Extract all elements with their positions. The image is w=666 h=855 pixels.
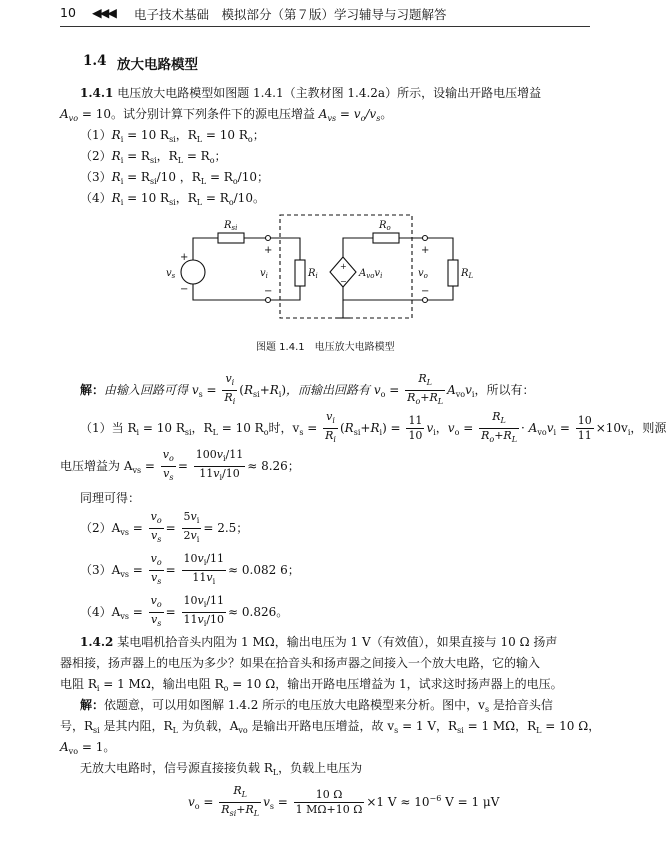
solution-case-1: （1）当 $R_i = 10$ $R_{si}$，$R_L = 10$ $R_o$时，$v_s$ = $\frac{v_i}{R_i}$ $(R_{si}+R_i)$ = $\frac{11}{10}$ $v_i$，$v_o$ = $\frac{R_L}{R_o+R_L}$ · $A_{vo}v_i$ = $\frac{10}{11}$ $\times 10v_i$，则源 bbox=[80, 410, 666, 444]
svg-text:+: + bbox=[180, 252, 189, 263]
problem-1-4-1-line2: $A_{vo} = 10$。试分别计算下列条件下的源电压增益 $A_{vs} = v_o/v_s$。 bbox=[60, 107, 393, 123]
svg-text:Ri: $R_i$ bbox=[308, 268, 318, 280]
svg-text:−: − bbox=[421, 286, 430, 297]
svg-text:vi: $v_i$ bbox=[260, 268, 268, 280]
svg-text:Rsi: $R_{si}$ bbox=[224, 220, 238, 232]
rsi-resistor bbox=[218, 233, 244, 243]
running-title: 电子技术基础 模拟部分（第７版）学习辅导与习题解答 bbox=[134, 7, 447, 22]
output-terminal-bottom bbox=[423, 298, 428, 303]
condition-item: $(3)R_i = R_{si}/10$ ，$R_L = R_o/10$； bbox=[80, 170, 269, 186]
solution-case-2: $(2)A_{vs}$ = $\frac{v_o}{v_s}$ = $\frac{5v_i}{2v_i}$ = 2.5； bbox=[80, 510, 249, 544]
svg-text:+: + bbox=[421, 245, 430, 256]
section-title: 放大电路模型 bbox=[117, 57, 198, 73]
section-number: 1.4 bbox=[83, 53, 107, 69]
problem-number: 1.4.1 bbox=[80, 86, 114, 100]
condition-item: $(4)R_i = 10$ $R_{si}$，$R_L = R_o/10$。 bbox=[80, 191, 265, 207]
solution-case-4: $(4)A_{vs}$ = $\frac{v_o}{v_s}$ = $\frac{10v_i/11}{11v_i/10}$ ≈ 0.826。 bbox=[80, 594, 289, 628]
condition-item: $(1)R_i = 10$ $R_{si}$，$R_L = 10$ $R_o$； bbox=[80, 128, 265, 144]
circuit-figure bbox=[160, 210, 490, 330]
header-rule bbox=[60, 26, 590, 27]
solution-intro: 解：由输入回路可得 $v_s$ = $\frac{v_i}{R_i}$ $(R_{si}+R_i)$，而输出回路有 $v_o$ = $\frac{R_L}{R_o+R_L}$ $A_{vo}v_i$，所以有： bbox=[80, 372, 535, 406]
rl-resistor bbox=[448, 260, 458, 286]
header-arrows: ◀◀◀ bbox=[92, 5, 115, 20]
svg-text:vo: $v_o$ bbox=[418, 268, 428, 280]
output-terminal-top bbox=[423, 236, 428, 241]
svg-text:Avovi: $A_{vo}v_i$ bbox=[359, 268, 383, 280]
final-equation: $v_o$ = $\frac{R_L}{R_{si}+R_L}$ $v_s$ = $\frac{10 \Omega}{1 M\Omega+10 \Omega}$ ×1 $V \approx 10^{-6}$ V = 1 μV bbox=[188, 784, 500, 818]
ro-resistor bbox=[373, 233, 399, 243]
input-terminal-bottom bbox=[266, 298, 271, 303]
problem-1-4-2-line3: 电阻 $R_i = 1$ MΩ，输出电阻 $R_o = 10$ Ω，输出开路电压增益为 1，试求这时扬声器上的电压。 bbox=[60, 677, 563, 693]
condition-item: $(2)R_i = R_{si}$，$R_L = R_o$； bbox=[80, 149, 227, 165]
solution-gain-1: 电压增益为 $A_{vs}$ = $\frac{v_o}{v_s}$ = $\frac{100v_i/11}{11v_i/10}$ ≈ 8.26； bbox=[60, 448, 300, 482]
problem-1-4-2-line2: 器相接，扬声器上的电压为多少？如果在拾音头和扬声器之间接入一个放大电路，它的输入 bbox=[60, 656, 541, 670]
svg-text:−: − bbox=[340, 277, 347, 286]
svg-text:−: − bbox=[180, 284, 189, 295]
figure-caption: 图题 1.4.1 电压放大电路模型 bbox=[256, 342, 395, 353]
problem-1-4-2-line1: 1.4.2 某电唱机拾音头内阻为 1 MΩ，输出电压为 1 V（有效值），如果直接与 10 Ω 扬声 bbox=[80, 635, 558, 649]
svg-text:vs: $v_s$ bbox=[166, 268, 176, 280]
svg-text:+: + bbox=[264, 245, 273, 256]
solution-1-4-2-line3: $A_{vo} = 1$。 bbox=[60, 740, 116, 756]
page-number: 10 bbox=[60, 5, 76, 20]
similarly-text: 同理可得： bbox=[80, 491, 141, 505]
svg-text:−: − bbox=[264, 286, 273, 297]
solution-1-4-2-line4: 无放大电路时，信号源直接接负载 $R_L$，负载上电压为 bbox=[80, 761, 363, 777]
svg-text:Ro: $R_o$ bbox=[379, 220, 391, 232]
input-terminal-top bbox=[266, 236, 271, 241]
problem-1-4-1-line1: 1.4.1 电压放大电路模型如图题 1.4.1（主教材图 1.4.2a）所示，设输出开路电压增益 bbox=[80, 86, 542, 100]
ri-resistor bbox=[295, 260, 305, 286]
solution-case-3: $(3)A_{vs}$ = $\frac{v_o}{v_s}$ = $\frac{10v_i/11}{11v_i}$ ≈ 0.082 6； bbox=[80, 552, 300, 586]
svg-text:+: + bbox=[340, 262, 347, 271]
solution-1-4-2-line2: 号，$R_{si}$ 是其内阻，$R_L$ 为负载，$A_{vo}$ 是输出开路电压增益，故 $v_s = 1$ V，$R_{si} = 1$ MΩ，$R_L = 10$ Ω， bbox=[60, 719, 601, 735]
solution-1-4-2-line1: 解：依题意，可以用如图解 1.4.2 所示的电压放大电路模型来分析。图中，$v_s$ 是拾音头信 bbox=[80, 698, 553, 714]
vs-source-symbol bbox=[181, 260, 205, 284]
svg-text:RL: $R_L$ bbox=[461, 268, 474, 280]
